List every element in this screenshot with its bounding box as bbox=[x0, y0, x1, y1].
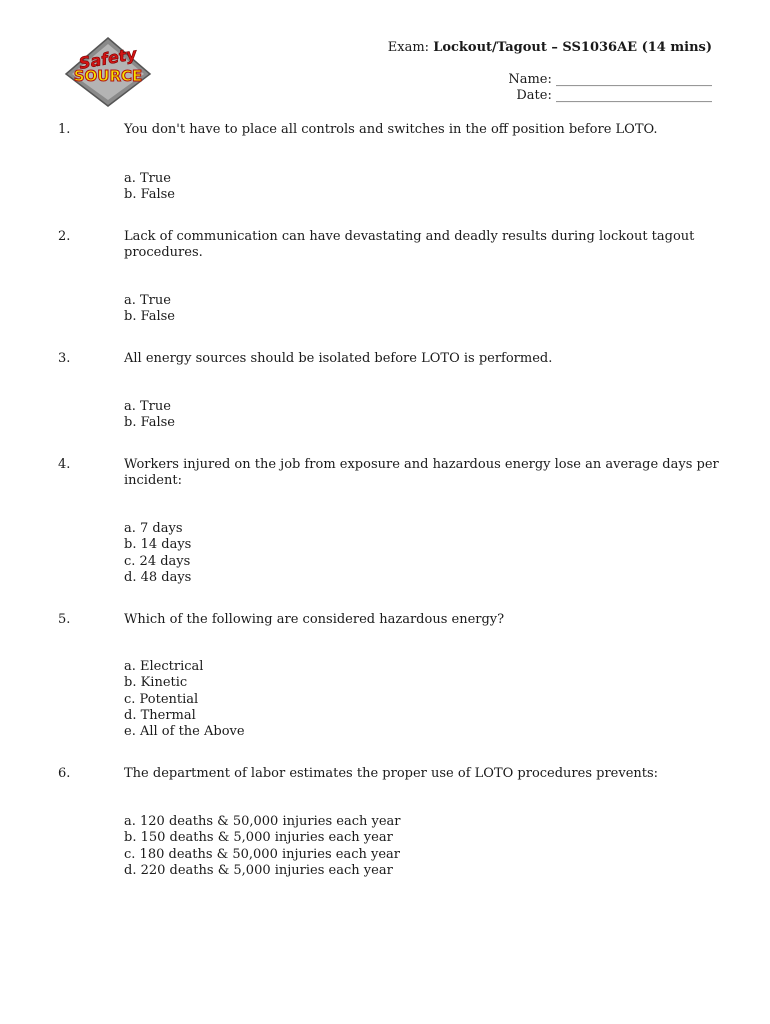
question-number: 3. bbox=[58, 351, 71, 366]
answer-option[interactable]: c. 24 days bbox=[124, 553, 191, 569]
answer-option[interactable]: a. True bbox=[124, 171, 171, 186]
question-number: 5. bbox=[58, 612, 71, 627]
exam-header bbox=[388, 40, 712, 104]
date-blank[interactable]: ________________________ bbox=[556, 88, 712, 103]
answer-option[interactable]: e. All of the Above bbox=[124, 724, 245, 740]
exam-label: Exam: bbox=[387, 40, 430, 55]
name-blank[interactable]: ________________________ bbox=[556, 72, 712, 87]
answer-option[interactable]: d. 220 deaths & 5,000 injuries each year bbox=[124, 862, 393, 878]
exam-title: Lockout/Tagout – SS1036AE (14 mins) bbox=[433, 40, 712, 55]
answer-option[interactable]: a. True bbox=[124, 399, 171, 414]
answer-option[interactable]: b. Kinetic bbox=[124, 675, 188, 691]
name-field[interactable] bbox=[388, 72, 712, 88]
logo-text-top: Safety bbox=[77, 44, 139, 73]
answer-option[interactable]: a. Electrical bbox=[124, 659, 204, 674]
question-text: All energy sources should be isolated before LOTO is performed. bbox=[124, 351, 553, 366]
answer-option[interactable]: d. 48 days bbox=[124, 569, 192, 585]
answer-options bbox=[124, 171, 175, 204]
question-text: Workers injured on the job from exposure and hazardous energy lose an average days per incident: bbox=[124, 457, 719, 488]
question-number: 1. bbox=[58, 122, 71, 137]
question-text: You don't have to place all controls and switches in the off position before LOTO. bbox=[124, 122, 658, 137]
answer-option[interactable]: b. 150 deaths & 5,000 injuries each year bbox=[124, 830, 393, 846]
question-number: 6. bbox=[58, 766, 71, 781]
answer-options bbox=[124, 659, 245, 740]
question-number: 4. bbox=[58, 457, 71, 472]
date-label: Date: bbox=[516, 88, 552, 103]
answer-option[interactable]: a. True bbox=[124, 293, 171, 308]
name-label: Name: bbox=[508, 72, 552, 87]
exam-title-line bbox=[388, 40, 712, 56]
date-field[interactable] bbox=[388, 88, 712, 104]
answer-options bbox=[124, 521, 191, 586]
answer-option[interactable]: a. 120 deaths & 50,000 injuries each year bbox=[124, 814, 401, 829]
logo-text-bottom: SOURCE bbox=[73, 67, 143, 85]
answer-option[interactable]: c. Potential bbox=[124, 691, 199, 707]
question-number: 2. bbox=[58, 229, 71, 244]
safety-source-logo bbox=[62, 36, 154, 108]
answer-option[interactable]: b. 14 days bbox=[124, 537, 192, 553]
answer-option[interactable]: c. 180 deaths & 50,000 injuries each year bbox=[124, 846, 401, 862]
answer-options bbox=[124, 814, 401, 879]
question-text: Which of the following are considered hazardous energy? bbox=[124, 612, 505, 627]
answer-option[interactable]: a. 7 days bbox=[124, 521, 183, 536]
question-text: The department of labor estimates the proper use of LOTO procedures prevents: bbox=[124, 766, 659, 781]
answer-option[interactable]: b. False bbox=[124, 415, 175, 431]
answer-option[interactable]: d. Thermal bbox=[124, 707, 196, 723]
question-text: Lack of communication can have devastating and deadly results during lockout tagout procedures. bbox=[124, 229, 695, 260]
answer-option[interactable]: b. False bbox=[124, 187, 175, 203]
answer-options bbox=[124, 399, 175, 432]
answer-options bbox=[124, 293, 175, 326]
answer-option[interactable]: b. False bbox=[124, 309, 175, 325]
